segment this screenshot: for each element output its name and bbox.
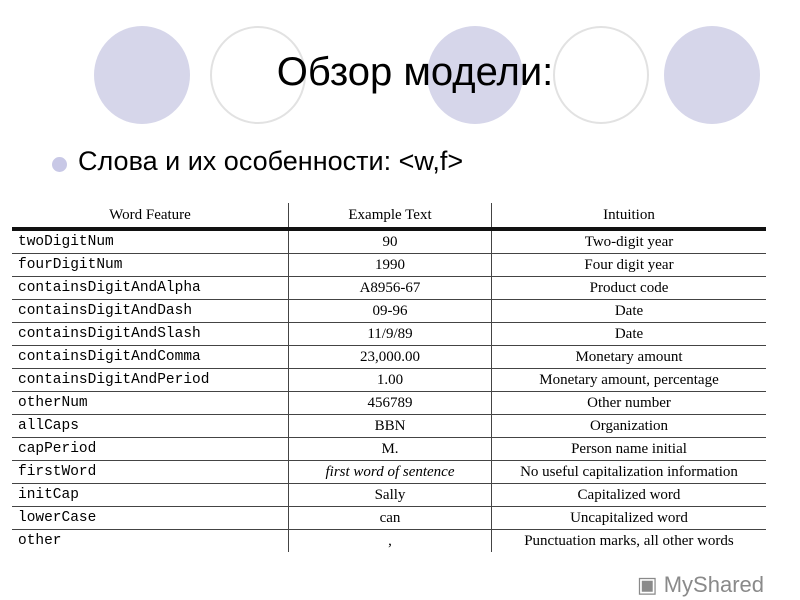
intuition-cell: Capitalized word <box>492 484 767 507</box>
slide-title: Обзор модели: <box>276 50 554 94</box>
table-row <box>12 392 766 415</box>
intuition-cell: Uncapitalized word <box>492 507 767 530</box>
column-header: Word Feature <box>12 203 289 229</box>
intuition-cell: No useful capitalization information <box>492 461 767 484</box>
intuition-cell: Organization <box>492 415 767 438</box>
feature-cell: containsDigitAndSlash <box>12 323 289 346</box>
feature-cell: containsDigitAndPeriod <box>12 369 289 392</box>
table-row <box>12 300 766 323</box>
watermark-text: MyShared <box>663 572 764 597</box>
watermark-icon: ▣ <box>636 572 664 597</box>
example-cell: 456789 <box>289 392 492 415</box>
feature-cell: capPeriod <box>12 438 289 461</box>
table-row <box>12 461 766 484</box>
feature-cell: initCap <box>12 484 289 507</box>
example-cell: Sally <box>289 484 492 507</box>
intuition-cell: Two-digit year <box>492 229 767 254</box>
bullet-text: Слова и их особенности: <w,f> <box>78 146 464 176</box>
table-row <box>12 229 766 254</box>
table-row <box>12 415 766 438</box>
intuition-cell: Person name initial <box>492 438 767 461</box>
example-cell: , <box>289 530 492 553</box>
intuition-cell: Other number <box>492 392 767 415</box>
table-row <box>12 346 766 369</box>
intuition-cell: Punctuation marks, all other words <box>492 530 767 553</box>
feature-cell: fourDigitNum <box>12 254 289 277</box>
table-row <box>12 530 766 553</box>
intuition-cell: Date <box>492 323 767 346</box>
table-row <box>12 277 766 300</box>
table-row <box>12 369 766 392</box>
feature-cell: firstWord <box>12 461 289 484</box>
feature-cell: other <box>18 533 62 549</box>
table-row <box>12 254 766 277</box>
column-header: Intuition <box>492 203 767 229</box>
feature-cell: lowerCase <box>12 507 289 530</box>
example-cell: M. <box>289 438 492 461</box>
watermark-logo <box>637 572 764 598</box>
example-cell: A8956-67 <box>289 277 492 300</box>
example-cell: BBN <box>289 415 492 438</box>
intuition-cell: Monetary amount <box>492 346 767 369</box>
table-row <box>12 438 766 461</box>
feature-cell: allCaps <box>12 415 289 438</box>
intuition-cell: Date <box>492 300 767 323</box>
example-cell: 90 <box>289 229 492 254</box>
table-row <box>12 323 766 346</box>
example-cell: 1990 <box>289 254 492 277</box>
feature-cell: twoDigitNum <box>12 229 289 254</box>
feature-cell: containsDigitAndComma <box>12 346 289 369</box>
feature-cell: otherNum <box>12 392 289 415</box>
example-cell: 09-96 <box>289 300 492 323</box>
intuition-cell: Four digit year <box>492 254 767 277</box>
table-header-row <box>12 203 766 229</box>
feature-table <box>12 203 766 552</box>
table-row <box>12 507 766 530</box>
example-cell: first word of sentence <box>289 461 492 484</box>
table-row <box>12 484 766 507</box>
example-cell: 1.00 <box>289 369 492 392</box>
feature-cell: containsDigitAndAlpha <box>12 277 289 300</box>
intuition-cell: Product code <box>492 277 767 300</box>
intuition-cell: Monetary amount, percentage <box>492 369 767 392</box>
example-cell: can <box>289 507 492 530</box>
example-cell: 11/9/89 <box>289 323 492 346</box>
column-header: Example Text <box>289 203 492 229</box>
example-cell: 23,000.00 <box>289 346 492 369</box>
feature-cell: containsDigitAndDash <box>12 300 289 323</box>
bullet-icon <box>52 157 67 172</box>
